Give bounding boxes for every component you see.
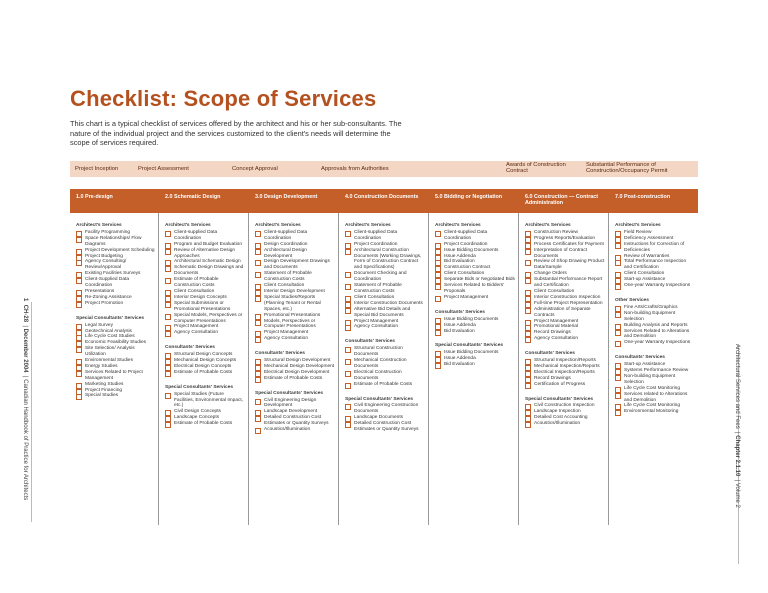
checklist-item: Promotional Presentations [255, 313, 335, 319]
checklist-item: Progress Reports/Evaluation [525, 236, 605, 242]
phase-header: 4.0 Construction Documents [345, 194, 419, 200]
checklist-item: Issue Bidding Documents [435, 248, 515, 254]
phase-column [339, 213, 429, 525]
checklist-item: Field Review [615, 230, 695, 236]
checklist-item: Architectural Construction Documents (Working Drawings, Form of Construction Contract and Specifications) [345, 248, 425, 272]
checklist-item: Interior Construction Inspection [525, 295, 605, 301]
checklist-item: Deficiency Assessment [615, 236, 695, 242]
checklist-item: Interpretation of Contract Documents [525, 248, 605, 260]
left-side-footer: 1 CH-28 | December 2004 | Canadian Handbook of Practice for Architects [22, 298, 28, 501]
checklist-item: Project Management [435, 295, 515, 301]
section-heading: Consultants' Services [345, 339, 395, 345]
checklist-item: Economic Feasibility Studies [76, 340, 155, 346]
section-spacer [435, 301, 515, 310]
checklist-item: Project Promotion [76, 301, 155, 307]
section-heading: Architect's Services [615, 223, 661, 228]
phase-column [70, 213, 159, 525]
checklist-item: Schematic Design Drawings and Documents [165, 265, 245, 277]
checklist-item: Electrical Inspection/Reports [525, 370, 605, 376]
checklist-item: Estimate of Probable Costs [345, 382, 425, 388]
checklist-item: Building Analysis and Reports [615, 323, 695, 329]
phase-column [429, 213, 519, 525]
checklist-item: Mechanical Inspection/Reports [525, 364, 605, 370]
checklist-item: Client Consultation [435, 271, 515, 277]
section-heading: Special Consultants' Services [255, 390, 324, 396]
checklist-item: Client-supplied Data Coordination [255, 230, 335, 242]
checklist-item: Space Relationships/ Flow Diagrams [76, 236, 155, 248]
checklist-item: Document Checking and Coordination [345, 271, 425, 283]
checklist-item: Civil Design Concepts [165, 409, 245, 415]
checklist-item: Marketing Studies [76, 382, 155, 388]
milestone-bar [70, 161, 698, 177]
left-margin-rule [31, 302, 32, 522]
section-heading: Consultants' Services [615, 355, 665, 361]
checklist-item: Promotional Material [525, 324, 605, 330]
checklist-item: Issue Bidding Documents [435, 350, 515, 356]
phase-header: 7.0 Post-construction [615, 194, 671, 200]
checklist-item: Client-Supplied Data Coordination [76, 277, 155, 289]
checklist-item: Life Cycle Cost Monitoring [615, 403, 695, 409]
checklist-item: Energy Studies [76, 364, 155, 370]
section-heading: Consultants' Services [165, 345, 215, 351]
checklist-item: Site Selection/ Analysis Utilization [76, 346, 155, 358]
phase-header: 3.0 Design Development [255, 194, 318, 200]
checklist-item: Alternative Bid Details and Special Bid Documents [345, 307, 425, 319]
checklist-item: Structural Construction Documents [345, 346, 425, 358]
checklist-item: Geotechnical Analysis [76, 329, 155, 335]
checklist-item: Bid Evaluation [435, 362, 515, 368]
checklist-item: Non-building Equipment Selection [615, 311, 695, 323]
checklist-item: Environmental Monitoring [615, 409, 695, 415]
checklist-item: Administration of Separate Contracts [525, 307, 605, 319]
milestone-label: Substantial Performance of Construction/Occupancy Permit [586, 162, 668, 175]
checklist-item: Architectural Design Development [255, 248, 335, 260]
checklist-item: Special Studies [76, 393, 155, 399]
checklist-item: Client Consultation [345, 295, 425, 301]
checklist-item: Client-supplied Data Coordination [165, 230, 245, 242]
checklist-item: Record Drawings [525, 330, 605, 336]
checklist-item: Interior Construction Documents [345, 301, 425, 307]
section-heading: Special Consultants' Services [345, 396, 414, 402]
checklist-item: Project Financing [76, 388, 155, 394]
checklist-item: Life Cycle Cost Studies [76, 334, 155, 340]
checklist-item: Electrical Construction Documents [345, 370, 425, 382]
checklist-item: Interior Design Concepts [165, 295, 245, 301]
checklist-item: Landscape Concepts [165, 415, 245, 421]
section-spacer [345, 330, 425, 339]
section-spacer [525, 342, 605, 351]
checklist-item: Project Management [525, 319, 605, 325]
milestone-label: Project Assessment [138, 166, 189, 172]
section-heading: Consultants' Services [525, 351, 575, 357]
checklist-item: Construction Contract [435, 265, 515, 271]
phase-header: 5.0 Bidding or Negotiation [435, 194, 503, 200]
checklist-item: Separate Bids or Negotiated Bids [435, 277, 515, 283]
checklist-item: Issue Bidding Documents [435, 317, 515, 323]
section-heading: Other Services [615, 297, 649, 303]
section-spacer [165, 336, 245, 345]
checklist-item: Services Related to Alterations and Demolition [615, 329, 695, 341]
checklist-item: Review of Shop Drawing Product Data/Sample [525, 259, 605, 271]
checklist-item: Existing Facilities Surveys [76, 271, 155, 277]
page-code: CH-28 [22, 304, 28, 323]
section-spacer [76, 307, 155, 316]
checklist-item: Non-building Equipment Selection [615, 374, 695, 386]
page-number: 1 [22, 298, 28, 302]
section-heading: Architect's Services [525, 223, 571, 228]
checklist-item: Electrical Design Concepts [165, 364, 245, 370]
services-columns [70, 213, 698, 525]
section-heading: Special Consultants' Services [165, 384, 234, 390]
subject-title: Architectural Services and Fees [734, 344, 740, 429]
checklist-item: Issue Addenda [435, 356, 515, 362]
checklist-item: Acoustics/Illumination [525, 421, 605, 427]
checklist-item: Client Consultation [165, 289, 245, 295]
checklist-item: Project Management [255, 330, 335, 336]
checklist-item: Architectural Schematic Design [165, 259, 245, 265]
milestone-label: Awards of Construction Contract [506, 162, 566, 175]
checklist-item: Estimate of Probable Construction Costs [165, 277, 245, 289]
checklist-item: Statement of Probable Construction Costs [255, 271, 335, 283]
checklist-item: Project Budgeting [76, 254, 155, 260]
checklist-item: Instructions for Correction of Deficiencies [615, 242, 695, 254]
checklist-item: Environmental Studies [76, 358, 155, 364]
section-heading: Architect's Services [345, 223, 391, 228]
checklist-item: Issue Addenda [435, 254, 515, 260]
checklist-item: Project Management [345, 319, 425, 325]
checklist-item: Estimate of Probable Costs [165, 370, 245, 376]
section-spacer [615, 346, 695, 355]
checklist-item: Substantial Performance Report and Certification [525, 277, 605, 289]
volume-label: Volume 2 [734, 482, 740, 508]
checklist-item: Project Management [165, 324, 245, 330]
checklist-item: One-year Warranty Inspections [615, 340, 695, 346]
checklist-item: Start-up Assistance [615, 362, 695, 368]
checklist-item: Mechanical Design Concepts [165, 358, 245, 364]
checklist-item: Services Related to Bidders' Proposals [435, 283, 515, 295]
checklist-item: Agency Consultation [525, 336, 605, 342]
checklist-item: Change Orders [525, 271, 605, 277]
checklist-item: Client-supplied Data Coordination [345, 230, 425, 242]
phase-column [159, 213, 249, 525]
checklist-item: One-year Warranty Inspections [615, 283, 695, 289]
book-title: Canadian Handbook of Practice for Architects [22, 379, 28, 501]
checklist-item: Civil Engineering Construction Documents [345, 403, 425, 415]
checklist-item: Special Models, Perspectives or Computer Presentations [165, 313, 245, 325]
checklist-item: Design Development Drawings and Documents [255, 259, 335, 271]
checklist-item: Agency Consultation [345, 324, 425, 330]
checklist-item: Systems Performance Review [615, 368, 695, 374]
checklist-item: Agency Consultation [255, 336, 335, 342]
checklist-item: Services Related to Project Management [76, 370, 155, 382]
checklist-item: Fine Arts/Crafts/Graphics [615, 305, 695, 311]
phase-header: 6.0 Construction — Contract Administration [525, 194, 599, 207]
phase-header: 2.0 Schematic Design [165, 194, 221, 200]
checklist-item: Re-Zoning Assistance [76, 295, 155, 301]
checklist-item: Structural Inspection/Reports [525, 358, 605, 364]
checklist-item: Record Drawings [525, 376, 605, 382]
checklist-item: Presentations [76, 289, 155, 295]
checklist-item: Full-time Project Representation [525, 301, 605, 307]
checklist-item: Issue Addenda [435, 323, 515, 329]
phase-column [519, 213, 609, 525]
checklist-item: Life Cycle Cost Monitoring [615, 386, 695, 392]
checklist-item: Facility Programming [76, 230, 155, 236]
section-spacer [255, 382, 335, 391]
checklist-item: Client-supplied Data Coordination [435, 230, 515, 242]
checklist-item: Project Development Scheduling [76, 248, 155, 254]
section-spacer [255, 342, 335, 351]
checklist-item: Construction Review [525, 230, 605, 236]
checklist-item: Client Consultation [615, 271, 695, 277]
phase-column [249, 213, 339, 525]
section-spacer [525, 388, 605, 397]
checklist-item: Services related to Alterations and Demolition [615, 392, 695, 404]
checklist-item: Certification of Progress [525, 382, 605, 388]
checklist-item: Agency Consulting/ Review/Approval [76, 259, 155, 271]
checklist-item: Bid Evaluation [435, 329, 515, 335]
checklist-item: Client Consultation [255, 283, 335, 289]
phase-header-bar [70, 189, 698, 213]
checklist-item: Electrical Design Development [255, 370, 335, 376]
checklist-item: Detailed Construction Cost Estimates or Quantity Surveys [255, 415, 335, 427]
section-heading: Architect's Services [165, 223, 211, 228]
checklist-item: Special Studies/Reports (Planning Tenant or Rental Spaces, etc.) [255, 295, 335, 313]
checklist-item: Mechanical Construction Documents [345, 358, 425, 370]
page-title: Checklist: Scope of Services [70, 86, 377, 111]
checklist-item: Detailed Construction Cost Estimates or Quantity Surveys [345, 421, 425, 433]
checklist-item: Design Coordination [255, 242, 335, 248]
checklist-item: Statement of Probable Construction Costs [345, 283, 425, 295]
section-heading: Special Consultants' Services [435, 343, 504, 349]
checklist-item: Landscape Development [255, 409, 335, 415]
checklist-item: Project Coordination [345, 242, 425, 248]
checklist-item: Civil Engineering Design Development [255, 398, 335, 410]
checklist-item: Client Consultation [525, 289, 605, 295]
checklist-item: Review of Alternative Design Approaches [165, 248, 245, 260]
milestone-label: Project Inception [75, 166, 119, 172]
milestone-label: Concept Approval [232, 166, 278, 172]
checklist-item: Legal Survey [76, 323, 155, 329]
checklist-item: Review of Warranties [615, 254, 695, 260]
section-spacer [165, 376, 245, 385]
chapter-label: Chapter 2.1.10 [734, 435, 740, 477]
section-heading: Consultants' Services [435, 309, 485, 315]
checklist-item: Estimate of Probable Costs [255, 376, 335, 382]
checklist-item: Acoustics/Illumination [255, 427, 335, 433]
checklist-item: Special Studies (Future Facilities, Environmental Impact, etc.) [165, 392, 245, 410]
right-side-footer: Architectural Services and Fees | Chapter 2.1.10 | Volume 2 [734, 344, 740, 508]
checklist-item: Process Certificates for Payment [525, 242, 605, 248]
checklist-item: Start-up Assistance [615, 277, 695, 283]
phase-header: 1.0 Pre-design [76, 194, 113, 200]
checklist-item: Project Coordination [435, 242, 515, 248]
checklist-item: Structural Design Concepts [165, 352, 245, 358]
checklist-item: Interior Design Development [255, 289, 335, 295]
phase-column [609, 213, 698, 525]
checklist-item: Models, Perspectives or Computer Presentations [255, 319, 335, 331]
checklist-item: Bid Evaluation [435, 259, 515, 265]
milestone-label: Approvals from Authorities [321, 166, 389, 172]
checklist-item: Special Submissions or Promotional Presentations [165, 301, 245, 313]
checklist-item: Structural Design Development [255, 358, 335, 364]
section-heading: Architect's Services [76, 223, 122, 228]
section-heading: Consultants' Services [255, 351, 305, 357]
section-heading: Architect's Services [255, 223, 301, 228]
section-spacer [345, 388, 425, 397]
checklist-item: Civil Construction Inspection [525, 403, 605, 409]
checklist-item: Estimate of Probable Costs [165, 421, 245, 427]
issue-date: December 2004 [22, 328, 28, 373]
checklist-item: Mechanical Design Development [255, 364, 335, 370]
section-heading: Architect's Services [435, 223, 481, 228]
checklist-item: Detailed Cost Accounting [525, 415, 605, 421]
checklist-item: Agency Consultation [165, 330, 245, 336]
intro-text: This chart is a typical checklist of services offered by the architect and his or her sub-consultants. The nature of the individual project and the services customized to the client's needs will determine the scope of services required. [70, 119, 402, 148]
checklist-item: Total Performance Inspection and Certification [615, 259, 695, 271]
checklist-item: Program and Budget Evaluation [165, 242, 245, 248]
checklist-item: Landscape Documents [345, 415, 425, 421]
section-heading: Special Consultants' Services [76, 315, 145, 321]
checklist-item: Landscape Inspection [525, 409, 605, 415]
section-heading: Special Consultants' Services [525, 396, 594, 402]
section-spacer [615, 289, 695, 298]
